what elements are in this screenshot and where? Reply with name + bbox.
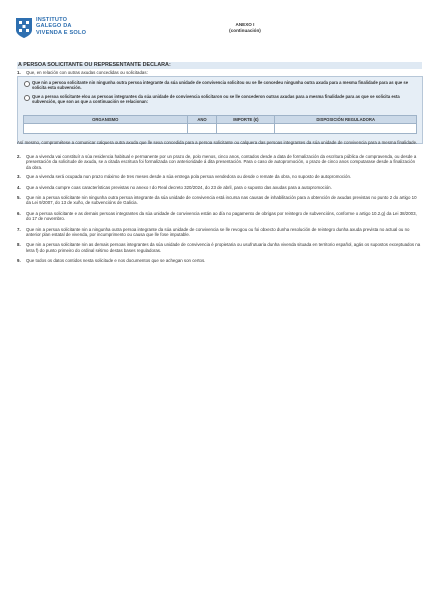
- galicia-shield-icon: [15, 17, 33, 39]
- list-item: [17, 174, 421, 179]
- item-number: 9.: [17, 258, 21, 264]
- list-item: [17, 195, 421, 206]
- table-header-row: [24, 116, 417, 124]
- question-1-text: Que, en relación con outras axudas concedidas ou solicitadas:: [26, 70, 148, 75]
- col-organismo: ORGANISMO: [24, 116, 188, 124]
- annex-heading: [180, 22, 310, 34]
- list-item: [17, 185, 421, 190]
- radio-no-other-aid[interactable]: [24, 81, 30, 87]
- item-number: 3.: [17, 174, 21, 180]
- logo-text: [36, 17, 86, 36]
- declaration-list: [17, 154, 421, 264]
- item-number: 2.: [17, 154, 21, 159]
- list-item: [17, 227, 421, 238]
- item-text: Que a vivenda cumpre coas características previstas no anexo I do Real decreto 320/2024, do 23 de abril, para o suposto das axudas para a autopromoción.: [26, 184, 332, 190]
- question-1-options-box: [17, 76, 423, 144]
- item-number: 8.: [17, 242, 21, 248]
- organismo-field[interactable]: [24, 124, 188, 134]
- table-row: [24, 124, 417, 134]
- item-text: Que a vivenda será ocupada nun prazo máximo de tres meses desde a súa entrega pola persoa vendedora ou desde o remate da obra, no suposto de autopromoción.: [26, 174, 352, 180]
- option-no-other-aid[interactable]: [24, 80, 416, 90]
- section-title: A PERSOA SOLICITANTE OU REPRESENTANTE DECLARA:: [17, 62, 422, 69]
- col-disposicion: DISPOSICIÓN REGULADORA: [275, 116, 417, 124]
- logo-line-2: GALEGO DA: [36, 23, 72, 30]
- logo-line-1: INSTITUTO: [36, 17, 68, 23]
- commitment-paragraph: Así mesmo, comprométese a comunicar calquera outra axuda que lle sexa concedida para a persoa solicitante ou calquera das persoas integrantes da súa unidade de convivencia para a mesma finalidade.: [17, 140, 418, 145]
- annex-title: ANEXO I: [235, 22, 255, 27]
- col-importe: IMPORTE (€): [217, 116, 275, 124]
- radio-other-aid[interactable]: [24, 95, 30, 101]
- item-text: Que nin a persoa solicitante nin ningunha outra persoa integrante da súa unidade de convivencia está incursa nas causas de inhabilitación para a obtención de axudas previstas no punto 2 do artigo 10 da Lei 9/2007, do 13 de xuño, de subvencións de Galicia.: [26, 195, 417, 206]
- item-text: Que a vivenda vai constituír a súa residencia habitual e permanente por un prazo de, polo menos, cinco anos, contados desde a data de formalización da escritura pública de compravenda, ou desde a presentación da solicitude de axuda, se a citada escritura foi formalizada con anterioridade á dita presentación. Para o caso de autopromoción, o prazo de cinco anos computarase desde a finalización da obra.: [26, 154, 417, 170]
- importe-field[interactable]: [217, 124, 275, 134]
- option-no-other-aid-label: Que nin a persoa solicitante nin ningunha outra persoa integrante da súa unidade de convivencia solicitou ou se lle concedeu ningunha outra axuda para a mesma finalidade para as que se solicita esta subvención.: [32, 80, 409, 91]
- item-number: 7.: [17, 226, 21, 232]
- list-item: [17, 154, 421, 170]
- ano-field[interactable]: [187, 124, 217, 134]
- annex-subtitle: (continuación): [229, 28, 261, 33]
- list-item: [17, 211, 421, 222]
- item-text: Que nin a persoa solicitante nin a ningunha outra persoa integrante da súa unidade de convivencia se lle revogou ou foi obxecto dunha resolución de reintegro dunha axuda prevista no actual ou no anterior plan estatal de vivenda, por incumprimento ou causa que lle fose imputable.: [26, 226, 410, 238]
- institution-logo: [15, 17, 86, 39]
- item-number: 4.: [17, 184, 21, 190]
- logo-line-3: VIVENDA E SOLO: [36, 29, 87, 36]
- item-number: 6.: [17, 210, 21, 216]
- item-text: Que todos os datos contidos nesta solicitude e nos documentos que se achegan son certos.: [26, 258, 206, 264]
- item-text: Que a persoa solicitante e as demais persoas integrantes da súa unidade de convivencia están ao día no pagamento de obrigas por reintegro de subvencións, conforme o artigo 10.2.g) da Lei 38/2003, do 17 de novembro.: [26, 210, 417, 222]
- col-ano: ANO: [187, 116, 217, 124]
- item-text: Que nin a persoa solicitante nin as demais persoas integrantes da súa unidade de convivencia é propietaria ou usufrutuaria dunha vivenda situada en territorio español, agás os supostos exceptuados na letra f) do punto primeiro do ordinal sétimo destas bases reguladoras.: [26, 242, 421, 253]
- question-1: [17, 70, 421, 75]
- list-item: [17, 258, 421, 263]
- disposicion-field[interactable]: [275, 124, 417, 134]
- option-other-aid[interactable]: [24, 94, 416, 104]
- item-number: 5.: [17, 195, 21, 201]
- option-other-aid-label: Que a persoa solicitante e/ou as persoas integrantes da súa unidade de convivencia solicitaron ou se lle concederon outras axudas para a mesma finalidade para as que se solicita esta subvención, que son as que a continuación se relacionan:: [32, 94, 400, 105]
- question-1-number: 1.: [17, 70, 21, 75]
- other-aid-table: [23, 115, 417, 134]
- list-item: [17, 242, 421, 253]
